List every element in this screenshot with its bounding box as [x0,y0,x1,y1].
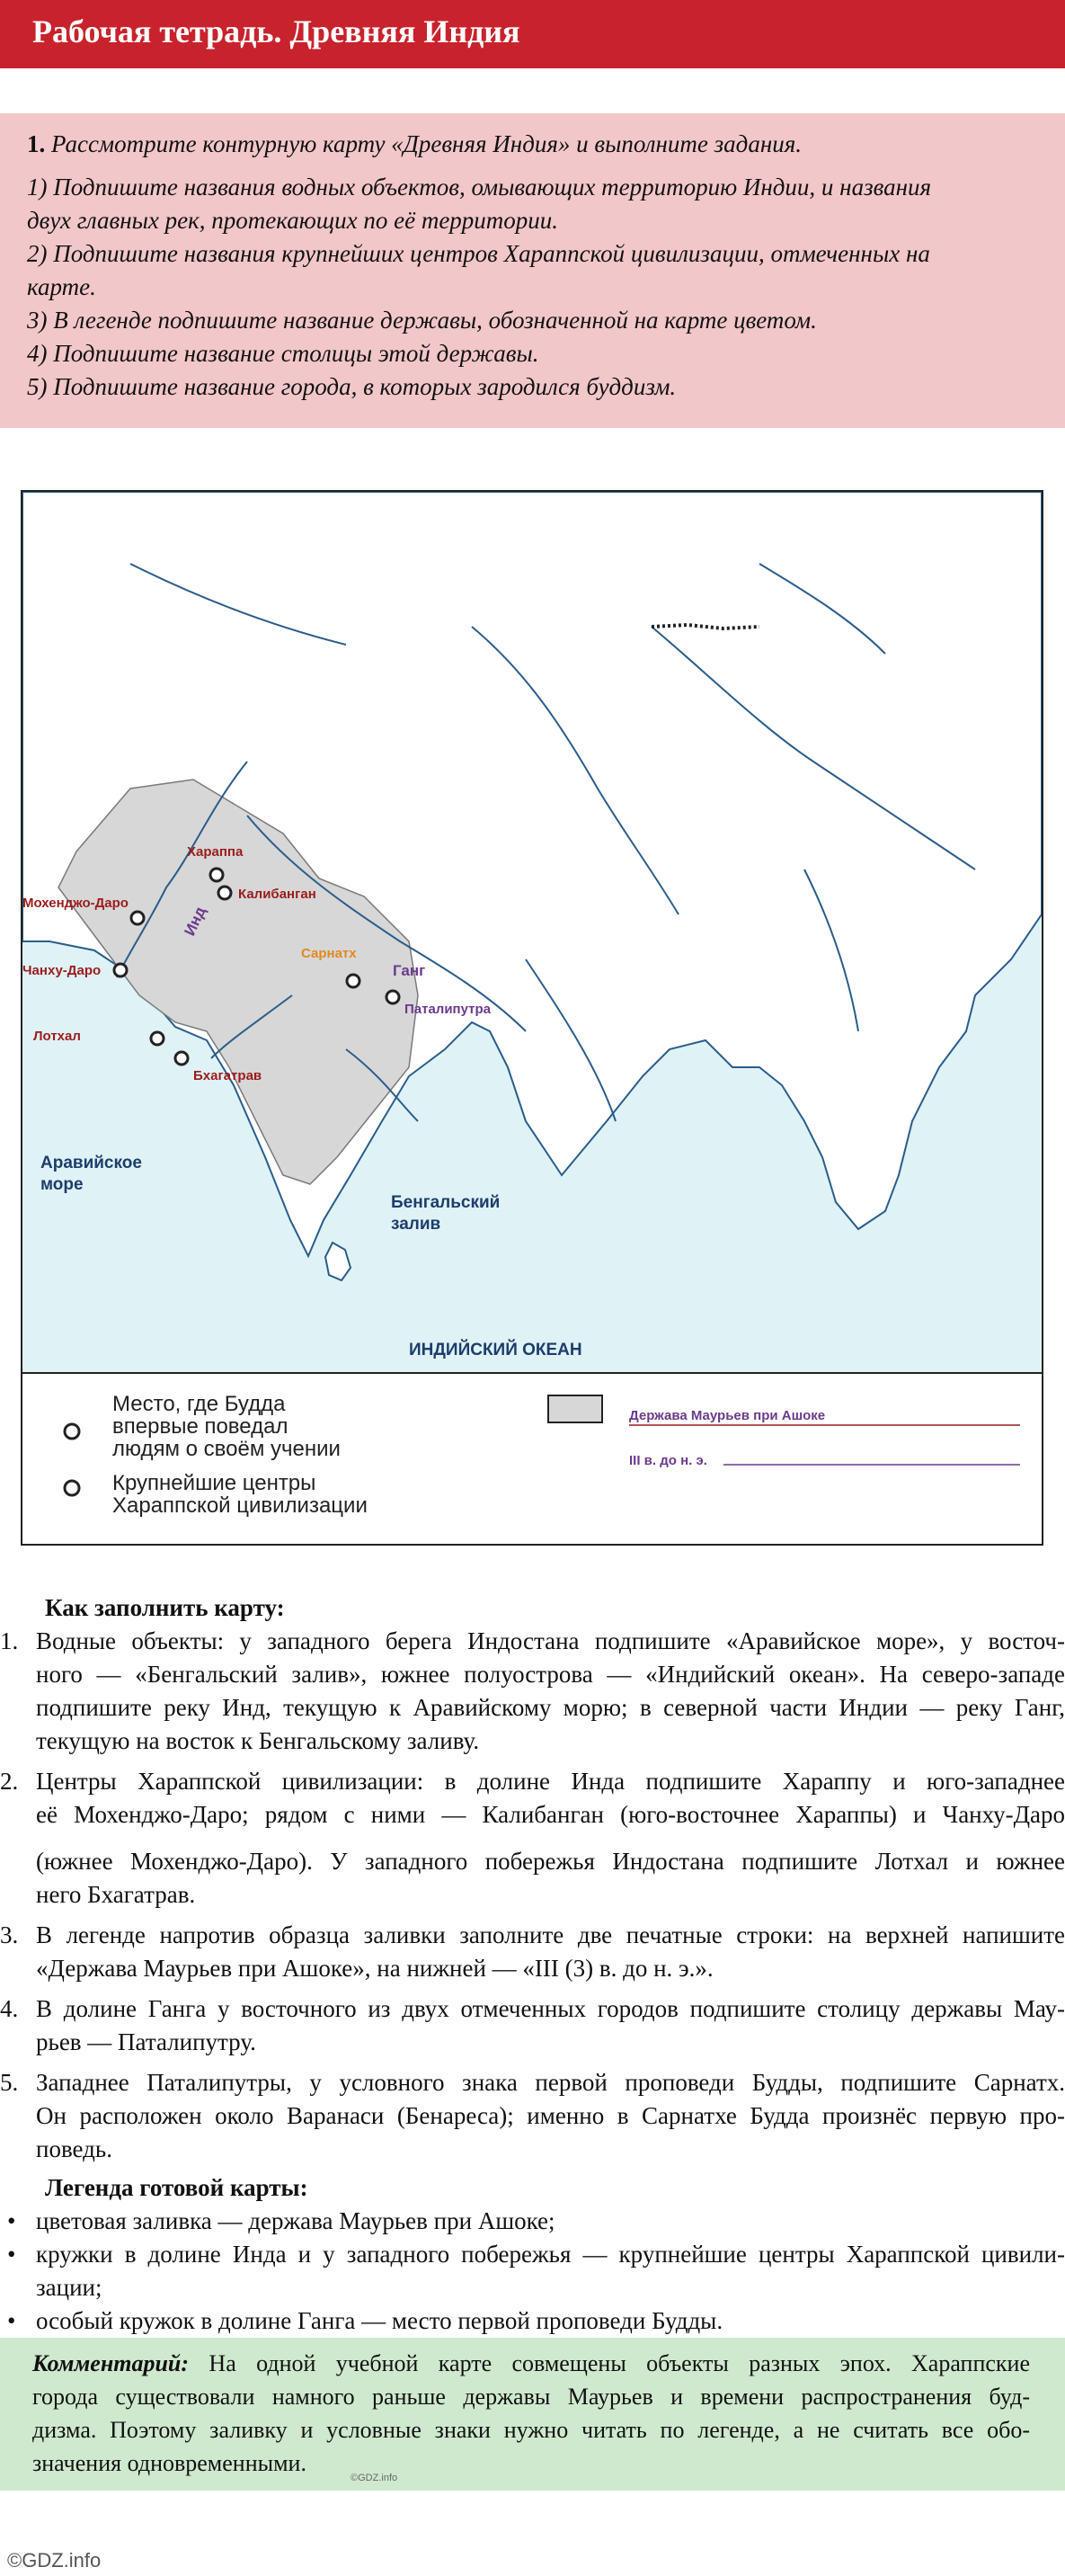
task-intro [27,128,1043,161]
bullet-dot: • [7,2241,16,2268]
label-harappa: Хараппа [187,844,244,860]
comment-line-1 [32,2347,1030,2380]
item-line: В легенде напротив образца заливки заполните две печатные строки: на верхней напишите [36,1921,1065,1948]
bullet-line: кружки в долине Инда и у западного побережья — крупнейшие центры Хараппской цивили- [36,2241,1065,2268]
label-pataliputra: Паталипутра [404,1002,491,1017]
item-line: текущую на восток к Бенгальскому заливу. [36,1727,480,1754]
legend-harappan-icon [65,1481,79,1495]
label-ganges: Ганг [393,962,426,979]
item-line: Он расположен около Варанаси (Бенареса); именно в Сарнатхе Будда произнёс первую про- [36,2102,1065,2129]
comment-line: города существовали намного раньше державы Маурьев и времени распространения буд- [32,2384,1030,2410]
legend-harappan-1: Крупнейшие центры [112,1471,316,1495]
legend-empire-label: Держава Маурьев при Ашоке [629,1408,826,1423]
item-number: 3. [0,1921,19,1948]
label-mohenjo: Мохенджо-Даро [22,896,129,911]
bullet-line: особый кружок в долине Ганга — место первой проповеди Будды. [36,2307,723,2334]
task-number: 1. [27,130,46,157]
comment-text: На одной учебной карте совмещены объекты разных эпох. Хараппские [209,2350,1030,2376]
task-line: 4) Подпишите название столицы этой державы. [27,340,539,367]
task-line: 5) Подпишите название города, в которых зародился буддизм. [27,373,677,400]
item-number: 1. [0,1627,19,1654]
label-arabian-1: Аравийское [40,1154,142,1172]
comment-line: дизма. Поэтому заливку и условные знаки нужно читать по легенде, а не считать все обо- [32,2417,1030,2443]
marker-kalibangan [218,887,231,899]
label-indian-ocean: ИНДИЙСКИЙ ОКЕАН [409,1341,582,1359]
item-line: Водные объекты: у западного берега Индостана подпишите «Аравийское море», у восточ- [36,1627,1065,1654]
task-line: 3) В легенде подпишите название державы, обозначенной на карте цветом. [27,307,817,334]
footer-copyright: ©GDZ.info [7,2549,102,2572]
legend-buddha-1: Место, где Будда [112,1392,286,1416]
item-line: «Держава Маурьев при Ашоке», на нижней — «III (3) в. до н. э.». [36,1955,714,1982]
legend-heading: Легенда готовой карты: [45,2174,308,2201]
task-intro-text: Рассмотрите контурную карту «Древняя Индия» и выполните задания. [51,130,803,157]
task-line: карте. [27,273,96,300]
task-line: 2) Подпишите названия крупнейших центров Хараппской цивилизации, отмеченных на [27,240,930,267]
task-block [0,113,1065,428]
item-line: (южнее Мохенджо-Даро). У западного побережья Индостана подпишите Лотхал и южнее [36,1848,1065,1875]
comment-line: значения одновременными. [32,2450,306,2476]
item-line: рьев — Паталипутру. [36,2028,256,2055]
instructions-heading: Как заполнить карту: [45,1594,285,1621]
item-number: 4. [0,1995,19,2022]
marker-lothal [151,1032,164,1045]
legend-empire-swatch [548,1395,602,1422]
item-line: него Бхагатрав. [36,1881,196,1908]
item-line: В долине Ганга у восточного из двух отмеченных городов подпишите столицу державы Мау- [36,1995,1065,2022]
bullet-line: зации; [36,2274,102,2301]
label-bhagatrav: Бхагатрав [193,1068,262,1083]
comment-block [0,2338,1065,2491]
contour-map [21,490,1043,1546]
item-line: её Мохенджо-Даро; рядом с ними — Калибанган (юго-восточнее Хараппы) и Чанху-Даро [36,1801,1065,1828]
item-line: поведь. [36,2135,112,2162]
legend-period-label: III в. до н. э. [629,1453,707,1468]
bullet-dot: • [7,2207,16,2234]
marker-bhagatrav [175,1052,188,1065]
task-line: 1) Подпишите названия водных объектов, омывающих территорию Индии, и названия [27,174,932,201]
label-bengal-2: залив [391,1215,441,1234]
legend-buddha-3: людям о своём учении [112,1437,341,1461]
label-chanhu: Чанху-Даро [22,963,102,978]
legend-buddha-icon [65,1424,79,1439]
page-title: Рабочая тетрадь. Древняя Индия [32,13,520,49]
label-bengal-1: Бенгальский [391,1193,501,1212]
label-arabian-2: море [40,1175,84,1194]
item-line: ного — «Бенгальский залив», южнее полуострова — «Индийский океан». На северо-западе [36,1661,1065,1688]
label-kalibangan: Калибанган [238,887,316,902]
marker-pataliputra [386,991,399,1003]
label-sarnath: Сарнатх [301,946,357,961]
comment-label: Комментарий: [32,2350,190,2376]
marker-harappa [210,869,223,881]
item-line: Центры Хараппской цивилизации: в долине Инда подпишите Хараппу и юго-западнее [36,1768,1065,1795]
comment-watermark: ©GDZ.info [351,2473,398,2483]
marker-chanhu [114,964,127,976]
label-lothal: Лотхал [33,1029,81,1044]
item-line: подпишите реку Инд, текущую к Аравийскому морю; в северной части Индии — реку Ганг, [36,1694,1065,1721]
legend-buddha-2: впервые поведал [112,1414,288,1439]
bullet-dot: • [7,2307,16,2334]
bullet-line: цветовая заливка — держава Маурьев при Ашоке; [36,2207,555,2234]
item-line: Западнее Паталипутры, у условного знака первой проповеди Будды, подпишите Сарнатх. [36,2069,1065,2096]
map-svg [22,492,1042,1544]
page-header [0,0,1065,68]
item-number: 5. [0,2069,19,2096]
legend-harappan-2: Хараппской цивилизации [112,1493,368,1518]
marker-sarnath [347,975,359,987]
label-indus: Инд [181,904,209,939]
item-number: 2. [0,1768,19,1795]
map-legend [65,1392,1020,1518]
marker-mohenjo [131,912,144,924]
task-line: двух главных рек, протекающих по её территории. [27,207,559,234]
